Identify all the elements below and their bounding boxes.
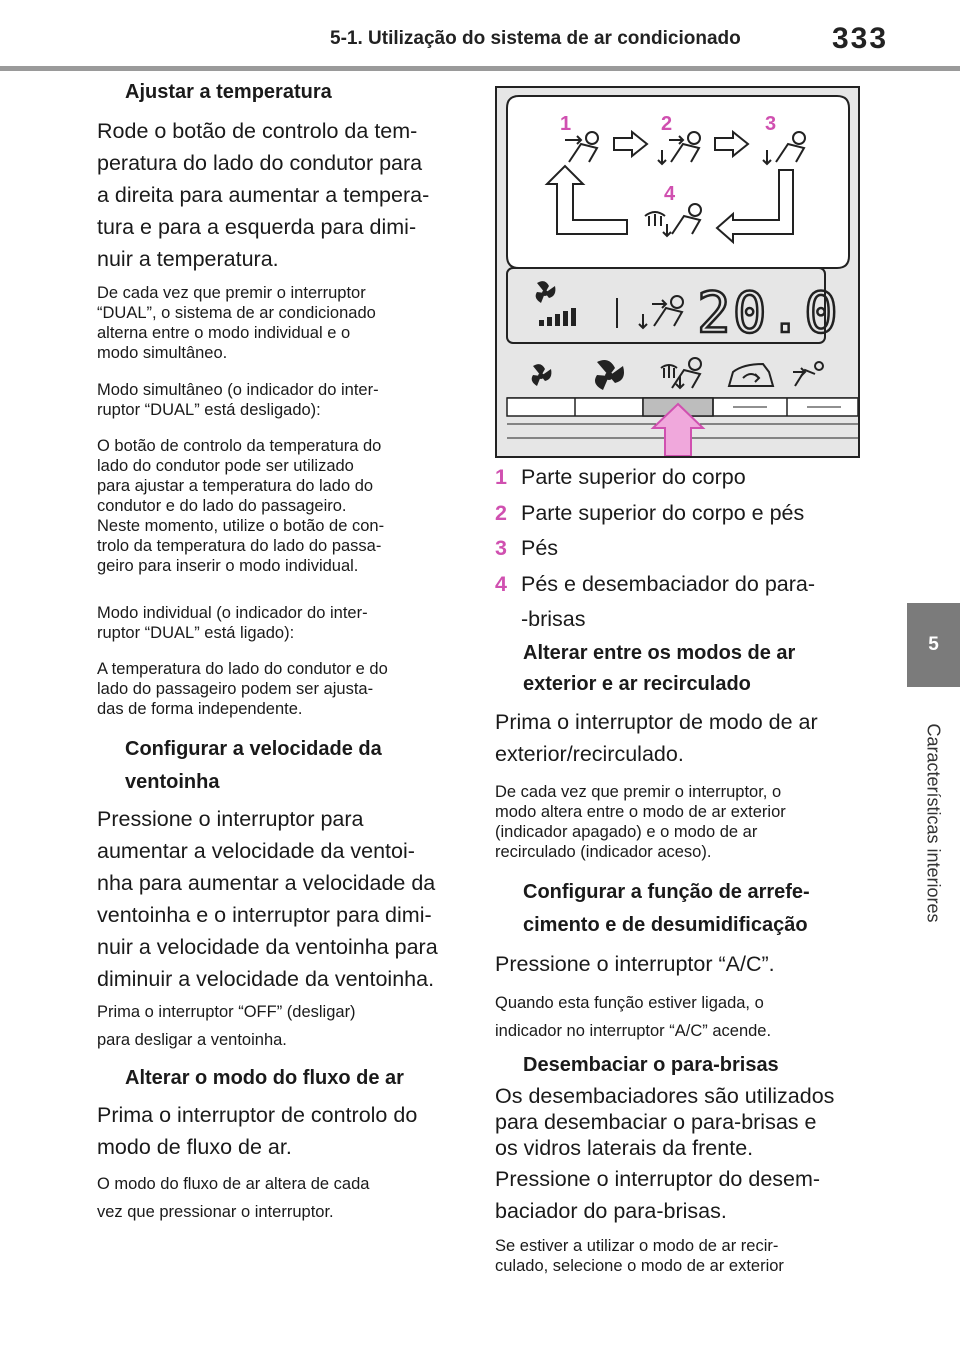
callout-1: 1	[560, 113, 572, 135]
legend-item: 4 Pés e desembaciador do para-	[495, 571, 816, 596]
ac-note: Quando esta função estiver ligada, o indicador no interruptor “A/C” acende.	[495, 994, 772, 1040]
defog-body-2: Pressione o interruptor do desem- baciador do para-brisas.	[495, 1167, 821, 1223]
callout-2: 2	[661, 113, 673, 135]
simultaneous-mode-body: O botão de controlo da temperatura do lado do condutor pode ser utilizado para ajustar a temperatura do lado do condutor e do lado do passageiro. Neste momento, utilize o botão de con- trolo da temperatura do lado do passa- geiro para inserir o modo individual.	[97, 437, 385, 575]
page-header	[0, 0, 960, 70]
airflow-note: O modo do fluxo de ar altera de cada vez que pressionar o interruptor.	[97, 1175, 370, 1221]
header-rule	[0, 66, 960, 71]
airflow-body: Prima o interruptor de controlo do modo de fluxo de ar.	[97, 1103, 418, 1159]
temperature-display: 20.0	[697, 281, 840, 346]
page-number: 333	[832, 22, 889, 55]
legend-item: 3 Pés	[495, 536, 559, 560]
airflow-legend	[495, 460, 815, 638]
recirc-heading: Alterar entre os modos de ar exterior e ar recirculado	[523, 642, 796, 695]
ac-heading: Configurar a função de arrefe- cimento e de desumidificação	[523, 881, 810, 936]
temp-heading: Ajustar a temperatura	[125, 81, 332, 103]
individual-mode-title: Modo individual (o indicador do inter- ruptor “DUAL” está ligado):	[97, 604, 368, 642]
fan-heading: Configurar a velocidade da ventoinha	[125, 738, 382, 793]
airflow-mode-figure	[495, 86, 860, 458]
chapter-title: Características interiores	[923, 722, 944, 923]
simultaneous-mode-title: Modo simultâneo (o indicador do inter- ruptor “DUAL” está desligado):	[97, 381, 379, 419]
callout-4: 4	[664, 183, 676, 205]
airflow-heading: Alterar o modo do fluxo de ar	[125, 1067, 404, 1089]
individual-mode-body: A temperatura do lado do condutor e do lado do passageiro podem ser ajusta- das de forma independente.	[97, 660, 388, 718]
chapter-side-label	[910, 700, 956, 945]
dual-note: De cada vez que premir o interruptor “DUAL”, o sistema de ar condicionado alterna entre o modo individual e o modo simultâneo.	[97, 284, 376, 362]
fan-body: Pressione o interruptor para aumentar a velocidade da ventoi- nha para aumentar a velocidade da ventoinha e o interruptor para dimi- nuir a velocidade da ventoinha para diminuir a velocidade da ventoinha.	[97, 807, 438, 991]
defog-heading: Desembaciar o para-brisas	[523, 1054, 779, 1076]
chapter-tab: 5	[907, 603, 960, 687]
recirc-body: Prima o interruptor de modo de ar exterior/recirculado.	[495, 710, 818, 766]
fan-note: Prima o interruptor “OFF” (desligar) para desligar a ventoinha.	[97, 1003, 356, 1049]
section-title: 5-1. Utilização do sistema de ar condicionado	[330, 28, 741, 49]
defog-body: Os desembaciadores são utilizados para desembaciar o para-brisas e os vidros laterais da frente.	[495, 1084, 835, 1160]
legend-item: 1 Parte superior do corpo	[495, 465, 746, 489]
recirc-note: De cada vez que premir o interruptor, o modo altera entre o modo de ar exterior (indicador apagado) e o modo de ar recirculado (indicador aceso).	[495, 783, 786, 861]
temp-body: Rode o botão de controlo da tem- peratura do lado do condutor para a direita para aumentar a tempera- tura e para a esquerda para dimi- nuir a temperatura.	[97, 119, 430, 271]
ac-body: Pressione o interruptor “A/C”.	[495, 952, 775, 976]
callout-3: 3	[765, 113, 777, 135]
legend-item-cont: -brisas	[521, 607, 586, 631]
legend-item: 2 Parte superior do corpo e pés	[495, 500, 805, 525]
defog-note: Se estiver a utilizar o modo de ar recir- culado, selecione o modo de ar exterior	[495, 1237, 784, 1275]
